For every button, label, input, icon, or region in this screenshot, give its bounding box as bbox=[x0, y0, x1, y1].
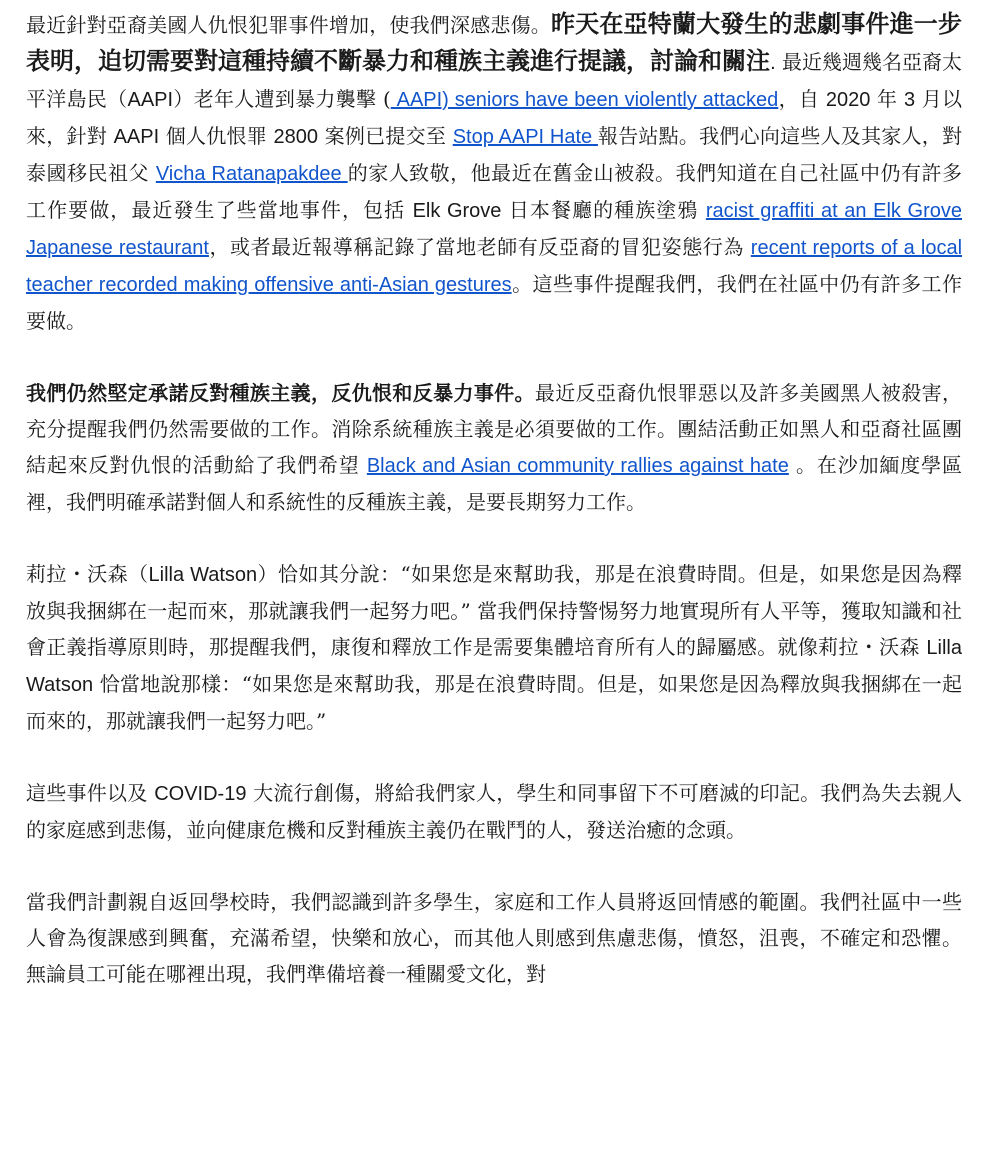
link-vicha-ratanapakdee[interactable]: Vicha Ratanapakdee bbox=[155, 163, 348, 185]
text: 。在沙加緬度學區裡，我們明確承諾對個人和系統性的反種族主義，是要長期努力工作。 bbox=[26, 453, 963, 514]
text: 莉拉・沃森（ bbox=[26, 562, 149, 586]
text: COVID-19 bbox=[154, 783, 247, 805]
emphasis-text: 昨天在亞特蘭大發生的悲劇事件進一步表明，迫切需要對這種持續不斷暴力和種族主義進行提議，討論和關注 bbox=[26, 10, 962, 75]
text: 恰當地說那樣：“如果您是來幫助我，那是在浪費時間。但是，如果您是因為釋放與我捆綁在一起而來的，那就讓我們一起努力吧。” bbox=[26, 672, 962, 733]
text: ，或者最近報導稱記錄了當地老師有反亞裔的冒犯姿態行為 bbox=[208, 235, 751, 259]
text: ，自 bbox=[778, 87, 826, 111]
text: ）老年人遭到暴力襲擊 ( bbox=[173, 87, 391, 111]
text: AAPI bbox=[113, 126, 160, 148]
text: ）恰如其分說：“如果您是來幫助我，那是在浪費時間。但是，如果您是因為釋放與我捆綁在一起而來，那就讓我們一起努力吧。” 當我們保持警惕努力地實現所有人平等，獲取知識和社會正義指導原則時，那提醒我們，康復和釋放工作是需要集體培育所有人的歸屬感。就像莉拉・沃森 bbox=[26, 562, 963, 659]
text: 當我們計劃親自返回學校時，我們認識到許多學生，家庭和工作人員將返回情感的範圍。我們社區中一些人會為復課感到興奮，充滿希望，快樂和放心，而其他人則感到焦慮悲傷，憤怒，沮喪，不確定和恐懼。無論員工可能在哪裡出現，我們準備培養一種關愛文化，對 bbox=[26, 890, 962, 986]
text: 的家人致敬，他最近在舊金山被殺。我們知道在自己社區中仍有許多工作要做，最近發生了些當地事件，包括 bbox=[26, 161, 963, 222]
paragraph-5 bbox=[26, 884, 962, 992]
text: 2020 bbox=[825, 89, 871, 111]
text: 3 bbox=[903, 89, 916, 111]
text: . bbox=[770, 52, 776, 74]
link-racist-graffiti[interactable]: racist graffiti at an Elk Grove Japanese restaurant bbox=[26, 200, 963, 259]
text: 月以來，針對 bbox=[26, 87, 963, 148]
link-aapi-seniors-attacked[interactable]: AAPI) seniors have been violently attacked bbox=[390, 89, 779, 111]
text: 最近幾週幾名亞裔太平洋島民（ bbox=[26, 50, 962, 111]
link-teacher-anti-asian-gestures[interactable]: recent reports of a local teacher recorded making offensive anti-Asian gestures bbox=[26, 237, 963, 296]
text: 案例已提交至 bbox=[318, 124, 453, 148]
text: 個人仇恨罪 bbox=[159, 124, 274, 148]
text: 這些事件以及 bbox=[26, 781, 155, 805]
paragraph-2 bbox=[26, 375, 962, 520]
emphasis-text: 我們仍然堅定承諾反對種族主義，反仇恨和反暴力事件。 bbox=[26, 381, 535, 405]
text: 最近針對亞裔美國人仇恨犯罪事件增加，使我們深感悲傷。 bbox=[26, 13, 551, 37]
text: 最近反亞裔仇恨罪惡以及許多美國黑人被殺害，充分提醒我們仍然需要做的工作。消除系統種族主義是必須要做的工作。團結活動正如黑人和亞裔社區團結起來反對仇恨的活動給了我們希望 bbox=[26, 381, 963, 477]
text: 日本餐廳的種族塗鴉 bbox=[501, 198, 706, 222]
text: 。這些事件提醒我們，我們在社區中仍有許多工作要做。 bbox=[26, 272, 963, 333]
text: 2800 bbox=[273, 126, 319, 148]
link-community-rallies[interactable]: Black and Asian community rallies against hate bbox=[366, 455, 789, 477]
text: Lilla Watson bbox=[26, 637, 962, 696]
text: 報告站點。我們心向這些人及其家人，對泰國移民祖父 bbox=[26, 124, 963, 185]
text: Elk Grove bbox=[412, 200, 502, 222]
paragraph-4 bbox=[26, 775, 962, 848]
text: Lilla Watson bbox=[148, 564, 258, 586]
text: 年 bbox=[870, 87, 904, 111]
paragraph-1 bbox=[26, 6, 962, 339]
paragraph-3 bbox=[26, 556, 962, 739]
link-stop-aapi-hate[interactable]: Stop AAPI Hate bbox=[452, 126, 598, 148]
text: 大流行創傷，將給我們家人，學生和同事留下不可磨滅的印記。我們為失去親人的家庭感到悲傷，並向健康危機和反對種族主義仍在戰鬥的人，發送治癒的念頭。 bbox=[26, 781, 963, 842]
text: AAPI bbox=[127, 89, 174, 111]
